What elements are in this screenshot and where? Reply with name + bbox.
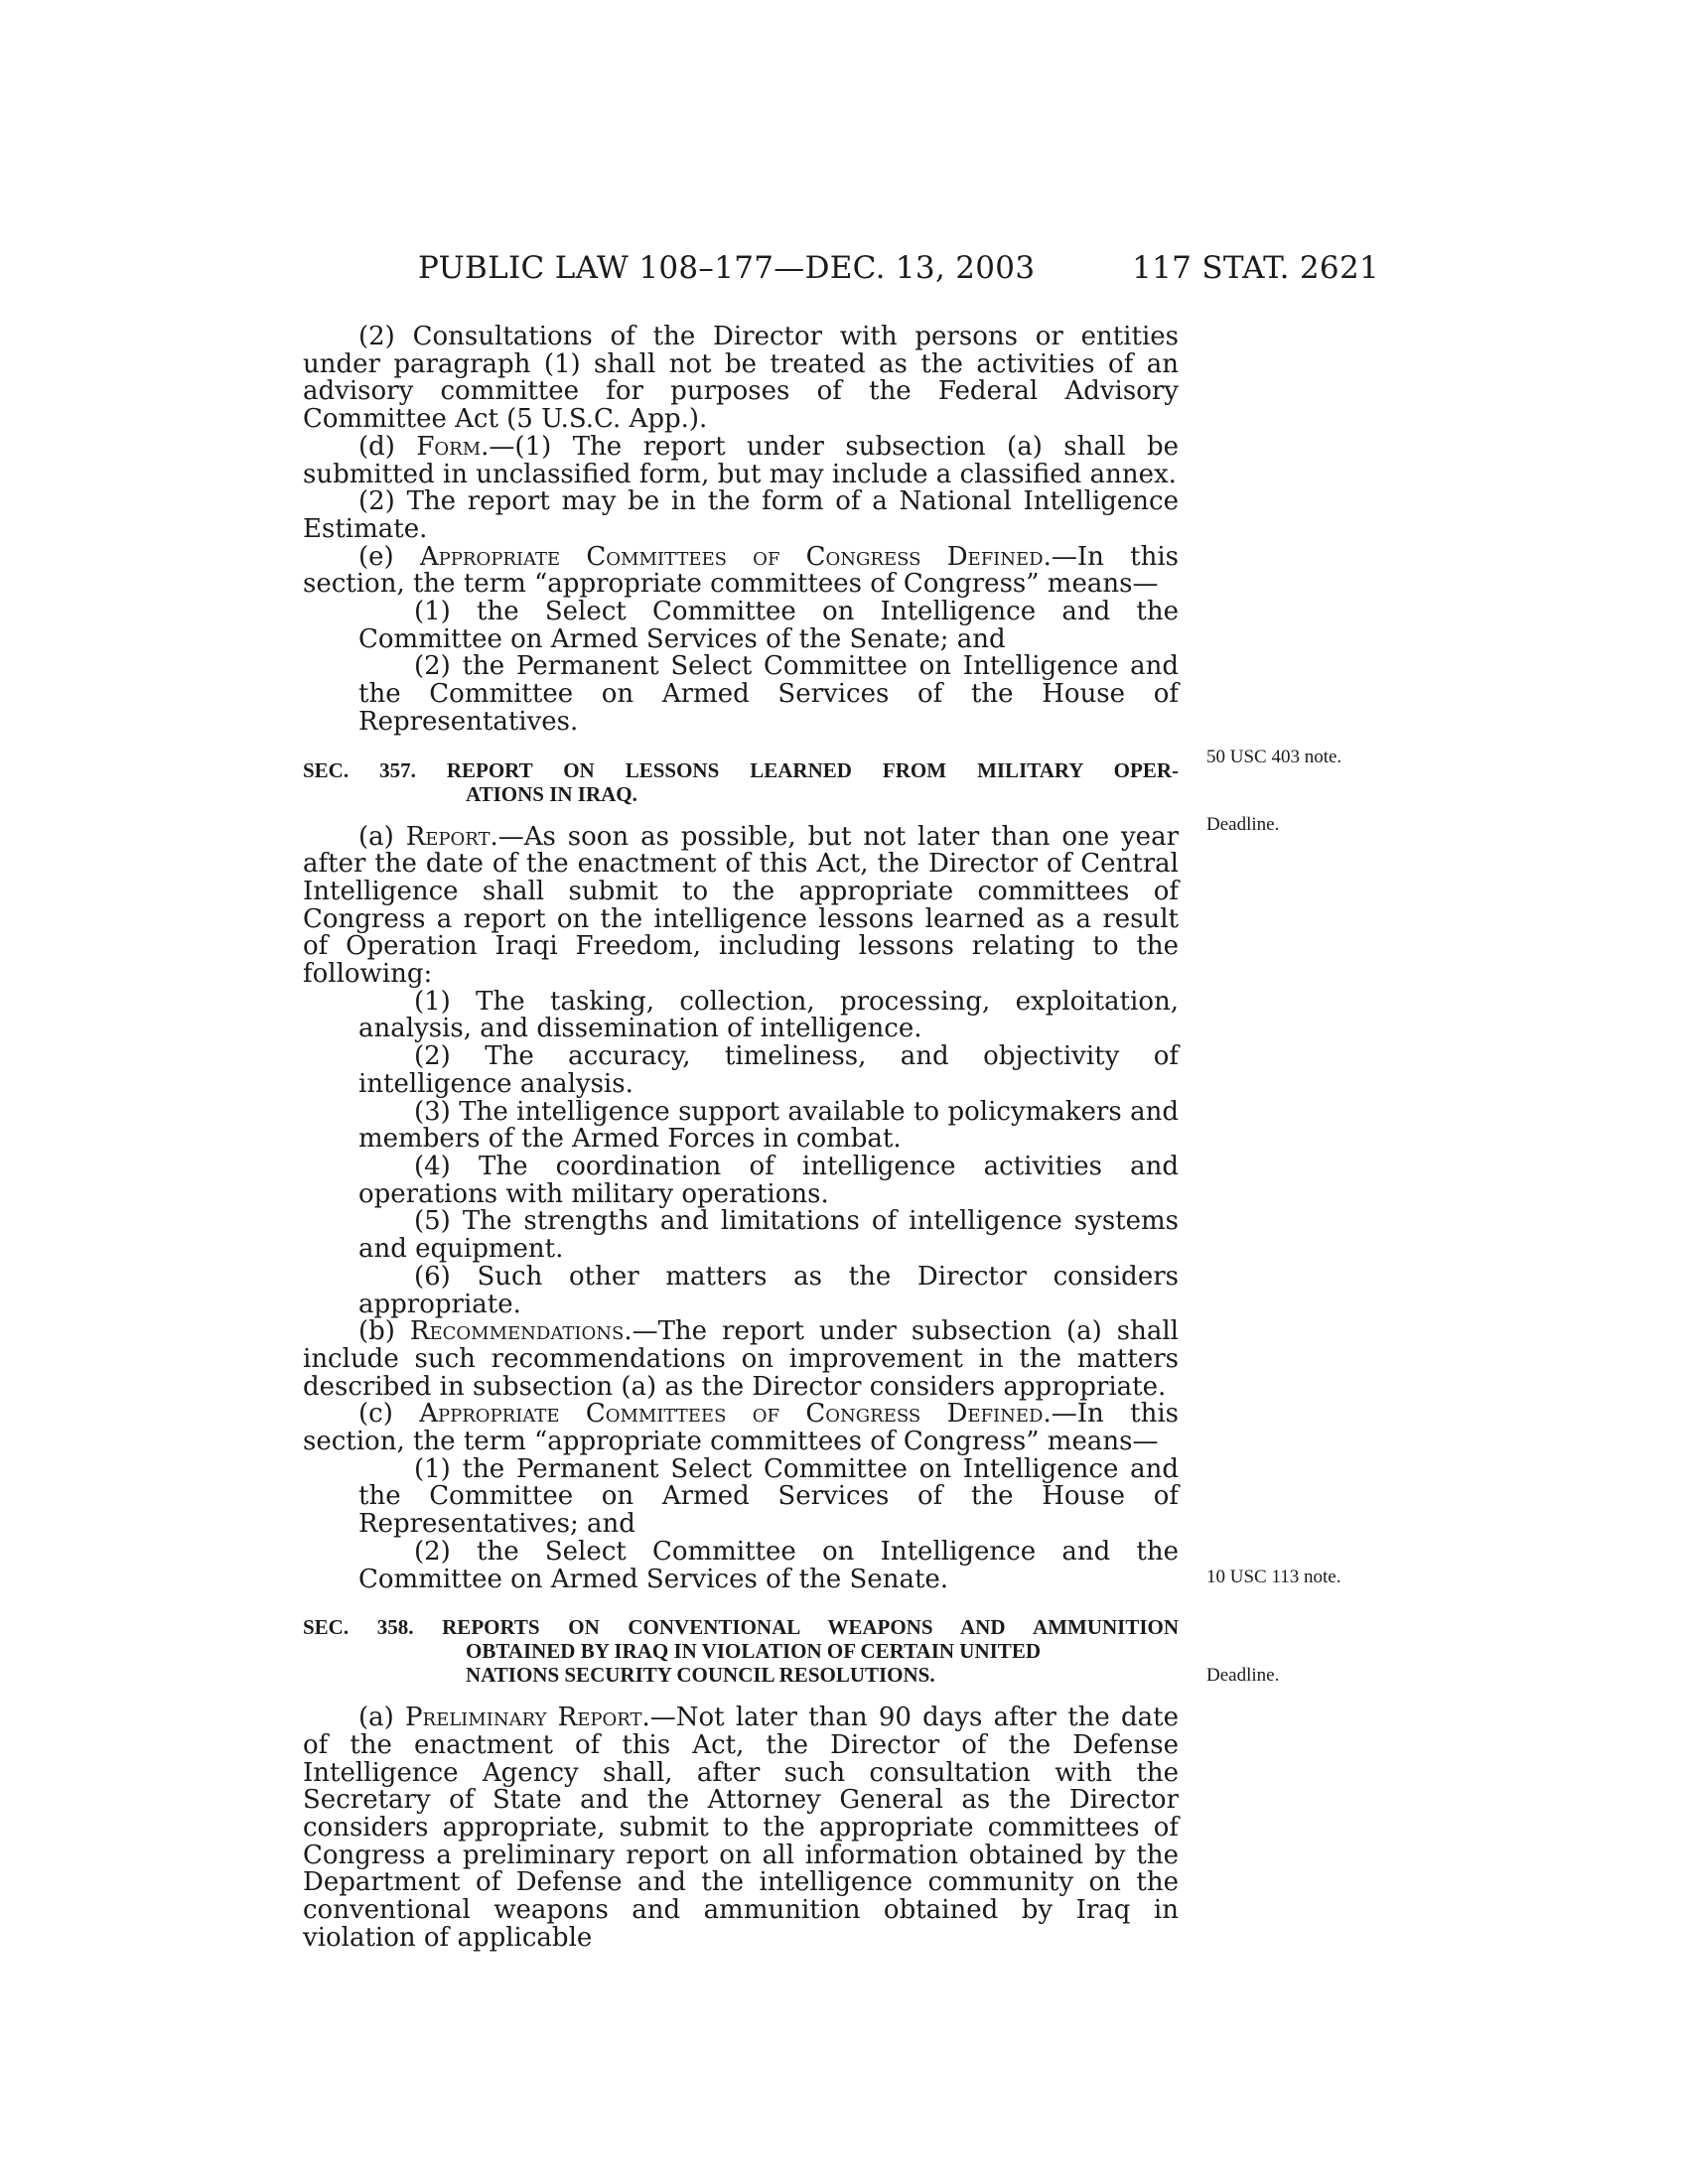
section-358-heading: SEC. 358. REPORTS ON CONVENTIONAL WEAPONS AND AMMUNITION OBTAINED BY IRAQ IN VIOLATION OF CERTAIN UNITED NATIONS SECURITY COUNCIL RESOLUTIONS.: [303, 1615, 1179, 1688]
subsection-heading: Appropriate Committees of Congress Defined: [419, 541, 1044, 572]
subsection-heading: Report: [405, 821, 491, 852]
subsection-heading: Recommendations: [409, 1316, 625, 1347]
subsection-heading: Preliminary Report: [405, 1703, 642, 1733]
paragraph: (2) The report may be in the form of a National Intelligence Estimate.: [303, 486, 1179, 544]
paragraph: (2) Consultations of the Director with persons or entities under paragraph (1) shall not be treated as the activities of an advisory committee for purposes of the Federal Advisory Committee Act (5 U.S.C. App.).: [303, 322, 1179, 435]
margin-note-10-usc: 10 USC 113 note.: [1206, 1567, 1341, 1587]
paragraph: (1) the Permanent Select Committee on Intelligence and the Committee on Armed Services of the House of Representatives; and: [358, 1453, 1179, 1540]
margin-note-deadline: Deadline.: [1206, 1665, 1280, 1686]
paragraph: (6) Such other matters as the Director considers appropriate.: [358, 1261, 1179, 1319]
subsection-c: (c) Appropriate Committees of Congress Defined.—In this section, the term “appropriate committees of Congress” means—: [303, 1399, 1179, 1457]
margin-note-50-usc: 50 USC 403 note.: [1206, 747, 1342, 767]
stat-page-number: 117 STAT. 2621: [1132, 250, 1379, 286]
paragraph: (2) the Permanent Select Committee on Intelligence and the Committee on Armed Services of the House of Representatives.: [358, 651, 1179, 737]
law-title: PUBLIC LAW 108–177—DEC. 13, 2003: [418, 250, 1036, 286]
subsection-a: (a) Preliminary Report.—Not later than 90 days after the date of the enactment of this Act, the Director of the Defense Intelligence Agency shall, after such consultation with the Secretary of State and the Attorney General as the Director considers appropriate, submit to the appropriate committees of Congress a preliminary report on all information obtained by the Department of Defense and the intelligence community on the conventional weapons and ammunition obtained by Iraq in violation of applicable: [303, 1703, 1179, 1953]
statute-text: [303, 324, 1179, 1953]
paragraph: (3) The intelligence support available to policymakers and members of the Armed Forces in combat.: [358, 1096, 1179, 1155]
paragraph: (1) the Select Committee on Intelligence and the Committee on Armed Services of the Senate; and: [358, 597, 1179, 654]
paragraph: (2) The accuracy, timeliness, and objectivity of intelligence analysis.: [358, 1041, 1179, 1099]
paragraph: (4) The coordination of intelligence activities and operations with military operations.: [358, 1151, 1179, 1209]
paragraph: (2) the Select Committee on Intelligence and the Committee on Armed Services of the Senate.: [358, 1536, 1179, 1594]
running-header: [303, 250, 1379, 290]
paragraph: (1) The tasking, collection, processing, exploitation, analysis, and dissemination of intelligence.: [358, 986, 1179, 1044]
subsection-d: (d) Form.—(1) The report under subsection (a) shall be submitted in unclassified form, but may include a classified annex.: [303, 431, 1179, 489]
subsection-a: (a) Report.—As soon as possible, but not later than one year after the date of the enactment of this Act, the Director of Central Intelligence shall submit to the appropriate committees of Congress a report on the intelligence lessons learned as a result of Operation Iraqi Freedom, including lessons relating to the following:: [303, 821, 1180, 990]
subsection-heading: Appropriate Committees of Congress Defined: [419, 1399, 1044, 1430]
subsection-heading: Form: [416, 431, 482, 462]
subsection-e: (e) Appropriate Committees of Congress Defined.—In this section, the term “appropriate committees of Congress” means—: [303, 541, 1179, 600]
paragraph: (5) The strengths and limitations of intelligence systems and equipment.: [358, 1206, 1179, 1265]
margin-note-deadline: Deadline.: [1206, 814, 1280, 835]
subsection-b: (b) Recommendations.—The report under subsection (a) shall include such recommendations on improvement in the matters described in subsection (a) as the Director considers appropriate.: [303, 1316, 1179, 1402]
section-357-heading: SEC. 357. REPORT ON LESSONS LEARNED FROM MILITARY OPER- ATIONS IN IRAQ.: [303, 757, 1179, 806]
